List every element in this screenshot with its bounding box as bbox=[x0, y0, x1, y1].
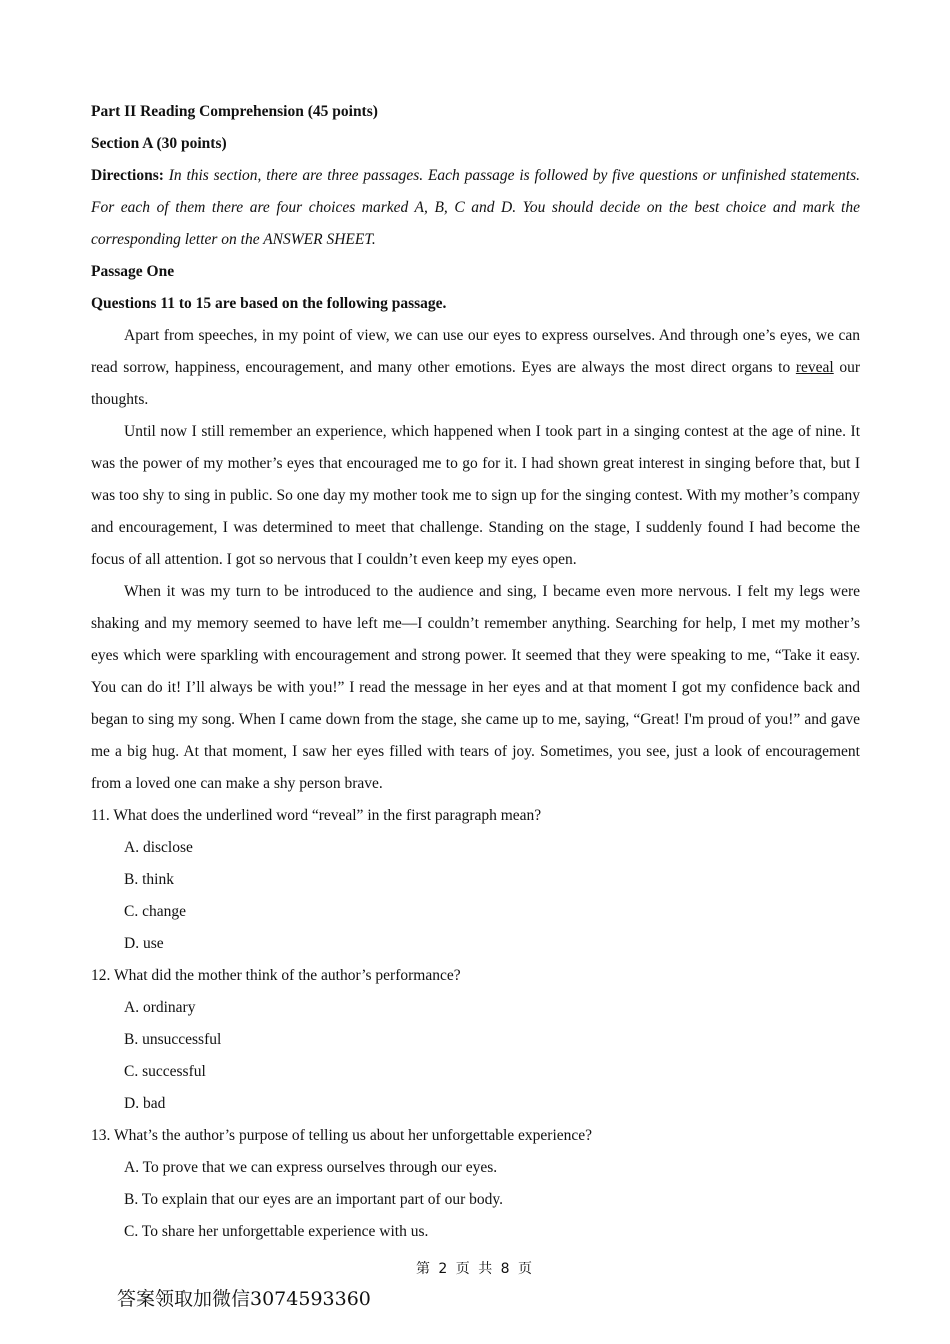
underlined-word: reveal bbox=[795, 359, 834, 376]
option-c: C. To share her unforgettable experience with us. bbox=[124, 1223, 429, 1240]
section-title: Section A (30 points) bbox=[91, 135, 227, 152]
question-stem: 11. What does the underlined word “reveal” in the first paragraph mean? bbox=[91, 807, 542, 824]
question-12 bbox=[91, 960, 860, 1120]
page-number: 第 2 页 共 8 页 bbox=[415, 1261, 535, 1277]
option-a: A. disclose bbox=[124, 839, 193, 856]
paragraph-1-text-start: Apart from speeches, in my point of view, we can use our eyes to express ourselves. And through one’s eyes, we can read sorrow, happiness, encouragement, and many other emotions. Eyes are always the most direct organs to bbox=[91, 327, 860, 376]
passage-paragraph-3 bbox=[91, 576, 860, 800]
questions-intro: Questions 11 to 15 are based on the following passage. bbox=[91, 295, 447, 312]
part-title: Part II Reading Comprehension (45 points) bbox=[91, 103, 378, 120]
passage-title: Passage One bbox=[91, 263, 175, 280]
question-stem: 12. What did the mother think of the author’s performance? bbox=[91, 967, 461, 984]
question-stem: 13. What’s the author’s purpose of telling us about her unforgettable experience? bbox=[91, 1127, 593, 1144]
watermark-text: 答案领取加微信3074593360 bbox=[117, 1288, 371, 1310]
option-a: A. To prove that we can express ourselves through our eyes. bbox=[124, 1159, 498, 1176]
paragraph-1-text-end: our thoughts. bbox=[91, 359, 860, 408]
option-d: D. use bbox=[124, 935, 164, 952]
option-a: A. ordinary bbox=[124, 999, 196, 1016]
option-c: C. successful bbox=[124, 1063, 206, 1080]
question-11 bbox=[91, 800, 860, 960]
passage-paragraph-2 bbox=[91, 416, 860, 576]
option-b: B. To explain that our eyes are an important part of our body. bbox=[124, 1191, 503, 1208]
option-b: B. think bbox=[124, 871, 174, 888]
directions-text: In this section, there are three passages. Each passage is followed by five questions or unfinished statements. For each of them there are four choices marked A, B, C and D. You should decide on the best choice and mark the corresponding letter on the ANSWER SHEET. bbox=[91, 167, 860, 248]
paragraph-3-text: When it was my turn to be introduced to the audience and sing, I became even more nervous. I felt my legs were shaking and my memory seemed to have left me—I couldn’t remember anything. Searching for help, I met my mother’s eyes which were sparkling with encouragement and strong power. It seemed that they were speaking to me, “Take it easy. You can do it! I’ll always be with you!” I read the message in her eyes and at that moment I got my confidence back and began to sing my song. When I came down from the stage, she came up to me, saying, “Great! I'm proud of you!” and gave me a big hug. At that moment, I saw her eyes filled with tears of joy. Sometimes, you see, just a look of encouragement from a loved one can make a shy person brave. bbox=[91, 583, 860, 792]
option-d: D. bad bbox=[124, 1095, 166, 1112]
option-b: B. unsuccessful bbox=[124, 1031, 222, 1048]
option-c: C. change bbox=[124, 903, 186, 920]
directions-label: Directions: bbox=[91, 167, 164, 184]
directions bbox=[91, 160, 860, 256]
paragraph-2-text: Until now I still remember an experience, which happened when I took part in a singing contest at the age of nine. It was the power of my mother’s eyes that encouraged me to go for it. I had shown great interest in singing before that, but I was too shy to sing in public. So one day my mother took me to sign up for the singing contest. With my mother’s company and encouragement, I was determined to meet that challenge. Standing on the stage, I suddenly found I had become the focus of all attention. I got so nervous that I couldn’t even keep my eyes open. bbox=[91, 423, 860, 568]
passage-paragraph-1 bbox=[91, 320, 860, 416]
document-page bbox=[91, 96, 860, 1248]
question-13 bbox=[91, 1120, 860, 1248]
